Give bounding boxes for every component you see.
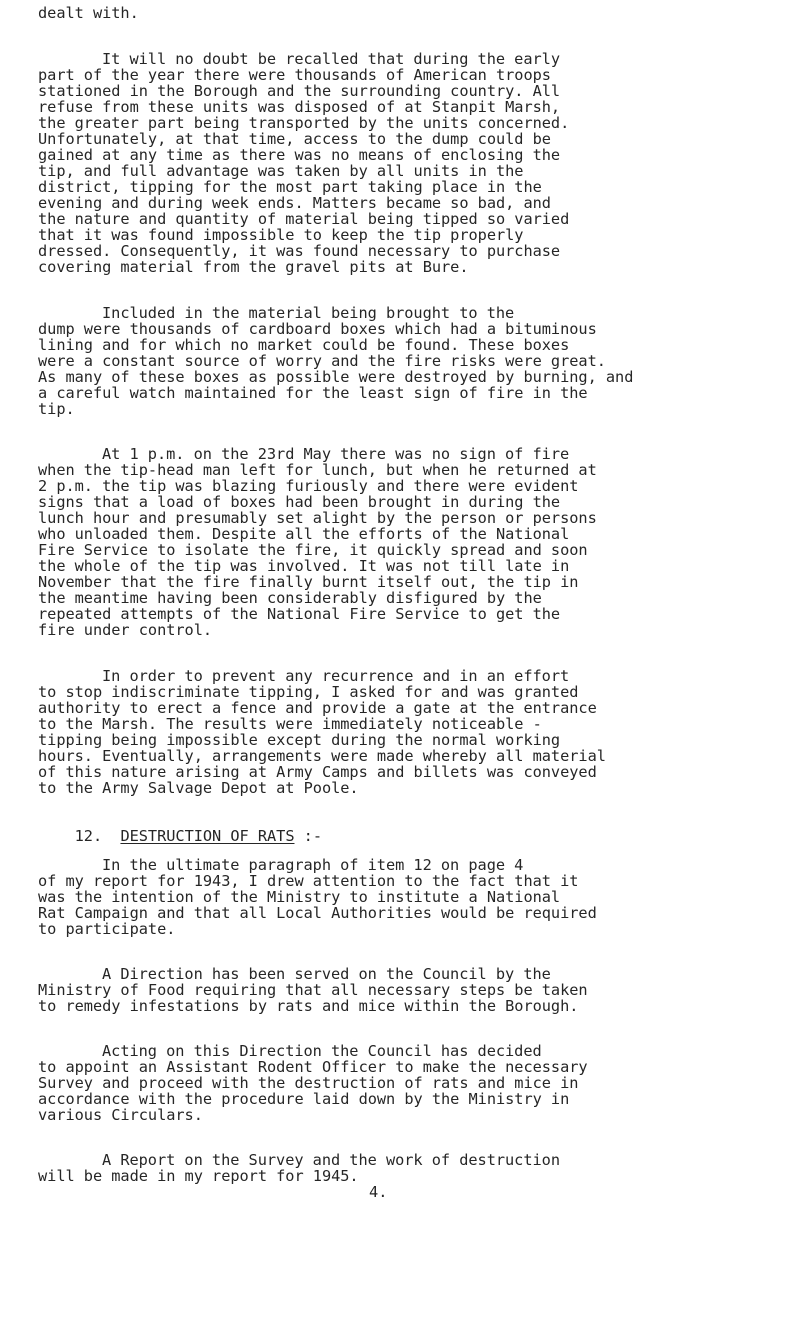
text-line: the whole of the tip was involved. It was not till late in [38, 557, 570, 575]
text-line: covering material from the gravel pits at Bure. [38, 258, 469, 276]
text-line: signs that a load of boxes had been brought in during the [38, 493, 561, 511]
text-line: will be made in my report for 1945. [38, 1167, 359, 1185]
text-line: dump were thousands of cardboard boxes which had a bituminous [38, 320, 597, 338]
text-line: to the Marsh. The results were immediately noticeable - [38, 715, 542, 733]
text-line: Survey and proceed with the destruction of rats and mice in [38, 1074, 579, 1092]
text-line: tip, and full advantage was taken by all units in the [38, 162, 524, 180]
text-line: district, tipping for the most part taking place in the [38, 178, 542, 196]
text-line: hours. Eventually, arrangements were made whereby all material [38, 747, 606, 765]
text-line: A Direction has been served on the Council by the [102, 965, 551, 983]
text-line: to appoint an Assistant Rodent Officer to make the necessary [38, 1058, 588, 1076]
text-line: who unloaded them. Despite all the efforts of the National [38, 525, 570, 543]
text-line: to stop indiscriminate tipping, I asked for and was granted [38, 683, 579, 701]
text-line: the greater part being transported by the units concerned. [38, 114, 570, 132]
text-line: It will no doubt be recalled that during the early [102, 50, 560, 68]
section-heading [38, 813, 322, 860]
text-line: 2 p.m. the tip was blazing furiously and there were evident [38, 477, 579, 495]
text-line: dressed. Consequently, it was found necessary to purchase [38, 242, 561, 260]
text-line: refuse from these units was disposed of at Stanpit Marsh, [38, 98, 561, 116]
text-line: of this nature arising at Army Camps and billets was conveyed [38, 763, 597, 781]
text-line: Included in the material being brought to the [102, 304, 515, 322]
text-line: of my report for 1943, I drew attention to the fact that it [38, 872, 579, 890]
text-line: At 1 p.m. on the 23rd May there was no sign of fire [102, 445, 570, 463]
text-line: November that the fire finally burnt itself out, the tip in [38, 573, 579, 591]
text-line: the meantime having been considerably disfigured by the [38, 589, 542, 607]
text-line: Acting on this Direction the Council has decided [102, 1042, 542, 1060]
text-line: to remedy infestations by rats and mice within the Borough. [38, 997, 579, 1015]
text-line: a careful watch maintained for the least sign of fire in the [38, 384, 588, 402]
text-line: to the Army Salvage Depot at Poole. [38, 779, 359, 797]
text-line: repeated attempts of the National Fire Service to get the [38, 605, 561, 623]
text-line: tipping being impossible except during the normal working [38, 731, 561, 749]
section-title: DESTRUCTION OF RATS [120, 826, 295, 845]
text-line: lining and for which no market could be found. These boxes [38, 336, 570, 354]
text-line: the nature and quantity of material being tipped so varied [38, 210, 570, 228]
text-line: A Report on the Survey and the work of destruction [102, 1151, 560, 1169]
text-line: to participate. [38, 920, 176, 938]
text-line: As many of these boxes as possible were destroyed by burning, and [38, 368, 634, 386]
text-line: various Circulars. [38, 1106, 203, 1124]
text-line: In order to prevent any recurrence and in an effort [102, 667, 570, 685]
text-line: tip. [38, 400, 75, 418]
continued-fragment: dealt with. [38, 4, 139, 22]
text-line: In the ultimate paragraph of item 12 on page 4 [102, 856, 524, 874]
section-number: 12. [74, 826, 103, 845]
text-line: part of the year there were thousands of American troops [38, 66, 551, 84]
text-line: Rat Campaign and that all Local Authorities would be required [38, 904, 597, 922]
text-line: was the intention of the Ministry to institute a National [38, 888, 561, 906]
text-line: lunch hour and presumably set alight by the person or persons [38, 509, 597, 527]
text-line: authority to erect a fence and provide a gate at the entrance [38, 699, 597, 717]
page-number: 4. [369, 1183, 388, 1201]
text-line: evening and during week ends. Matters became so bad, and [38, 194, 551, 212]
text-line: stationed in the Borough and the surrounding country. All [38, 82, 561, 100]
text-line: Unfortunately, at that time, access to the dump could be [38, 130, 551, 148]
section-suffix: :- [303, 826, 322, 845]
text-line: when the tip-head man left for lunch, but when he returned at [38, 461, 597, 479]
text-line: that it was found impossible to keep the tip properly [38, 226, 524, 244]
text-line: Ministry of Food requiring that all necessary steps be taken [38, 981, 588, 999]
text-line: were a constant source of worry and the fire risks were great. [38, 352, 606, 370]
text-line: Fire Service to isolate the fire, it quickly spread and soon [38, 541, 588, 559]
text-line: accordance with the procedure laid down by the Ministry in [38, 1090, 570, 1108]
text-line: fire under control. [38, 621, 213, 639]
text-line: gained at any time as there was no means of enclosing the [38, 146, 561, 164]
